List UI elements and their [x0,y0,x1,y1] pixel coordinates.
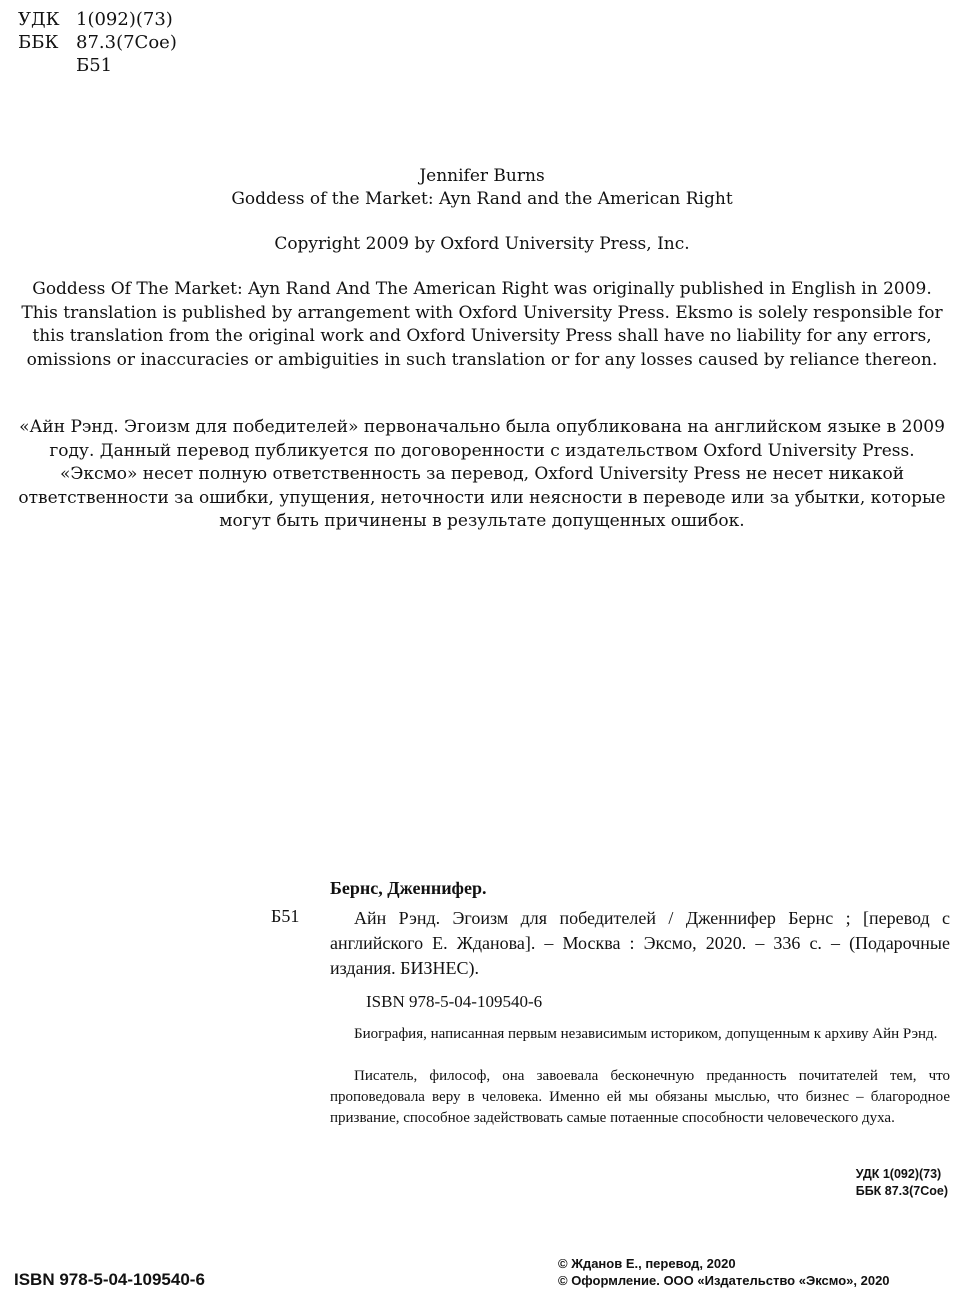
annotation-paragraph-1: Биография, написанная первым независимым историком, допущенным к архиву Айн Рэнд. [354,1026,938,1042]
footer-copyrights [558,1255,890,1289]
english-notice: Goddess Of The Market: Ayn Rand And The American Right was originally published in English in 2009. This translation is published by arrangement with Oxford University Press. Eksmo is solely responsible for this translation from the original work and Oxford University Press shall have no liability for any errors, omissions or inaccuracies or ambiguities in such translation or for any losses caused by reliance thereon. [21,279,943,370]
copyright-design: © Оформление. ООО «Издательство «Эксмо», 2020 [558,1273,890,1288]
original-title: Goddess of the Market: Ayn Rand and the American Right [231,189,733,209]
bbk-code: ББК 87.3(7Сое) [855,1184,948,1198]
classification-codes-top [18,8,177,77]
bbk-label: ББК [18,32,59,53]
original-copyright: Copyright 2009 by Oxford University Press, Inc. [274,234,690,254]
classification-codes-bottom [856,1166,948,1200]
original-author: Jennifer Burns [419,166,545,186]
udk-code: УДК 1(092)(73) [855,1167,942,1181]
udk-row [18,8,177,31]
footer-isbn: ISBN 978-5-04-109540-6 [14,1270,205,1289]
bbk-row [18,31,177,54]
bbk-value: 87.3(7Сое) [76,32,177,53]
udk-label: УДК [18,9,60,30]
catalog-description: Айн Рэнд. Эгоизм для победителей / Дженнифер Бернс ; [перевод с английского Е. Жданова]. – Москва : Эксмо, 2020. – 336 с. – (Подарочные издания. БИЗНЕС). [330,908,950,978]
catalog-isbn: ISBN 978-5-04-109540-6 [366,992,543,1011]
catalog-cipher: Б51 [271,906,300,926]
udk-value: 1(092)(73) [76,9,173,30]
annotation-paragraph-2: Писатель, философ, она завоевала бесконечную преданность почитателей тем, что проповедовала веру в человека. Именно ей мы обязаны мыслью, что бизнес – благородное призвание, способное задействовать самые потаенные способности человеческого духа. [330,1068,950,1126]
copyright-translation: © Жданов Е., перевод, 2020 [558,1256,736,1271]
author-mark: Б51 [76,55,113,76]
russian-notice: «Айн Рэнд. Эгоизм для победителей» первоначально была опубликована на английском языке в 2009 году. Данный перевод публикуется по договоренности с издательством Oxford University Press. «Эксмо» несет полную ответственность за перевод, Oxford University Press не несет никакой ответственности за ошибки, упущения, неточности или неясности в переводе или за убытки, которые могут быть причинены в результате допущенных ошибок. [18,417,946,531]
author-mark-row [18,54,177,77]
catalog-heading: Бернс, Дженнифер. [330,878,487,898]
